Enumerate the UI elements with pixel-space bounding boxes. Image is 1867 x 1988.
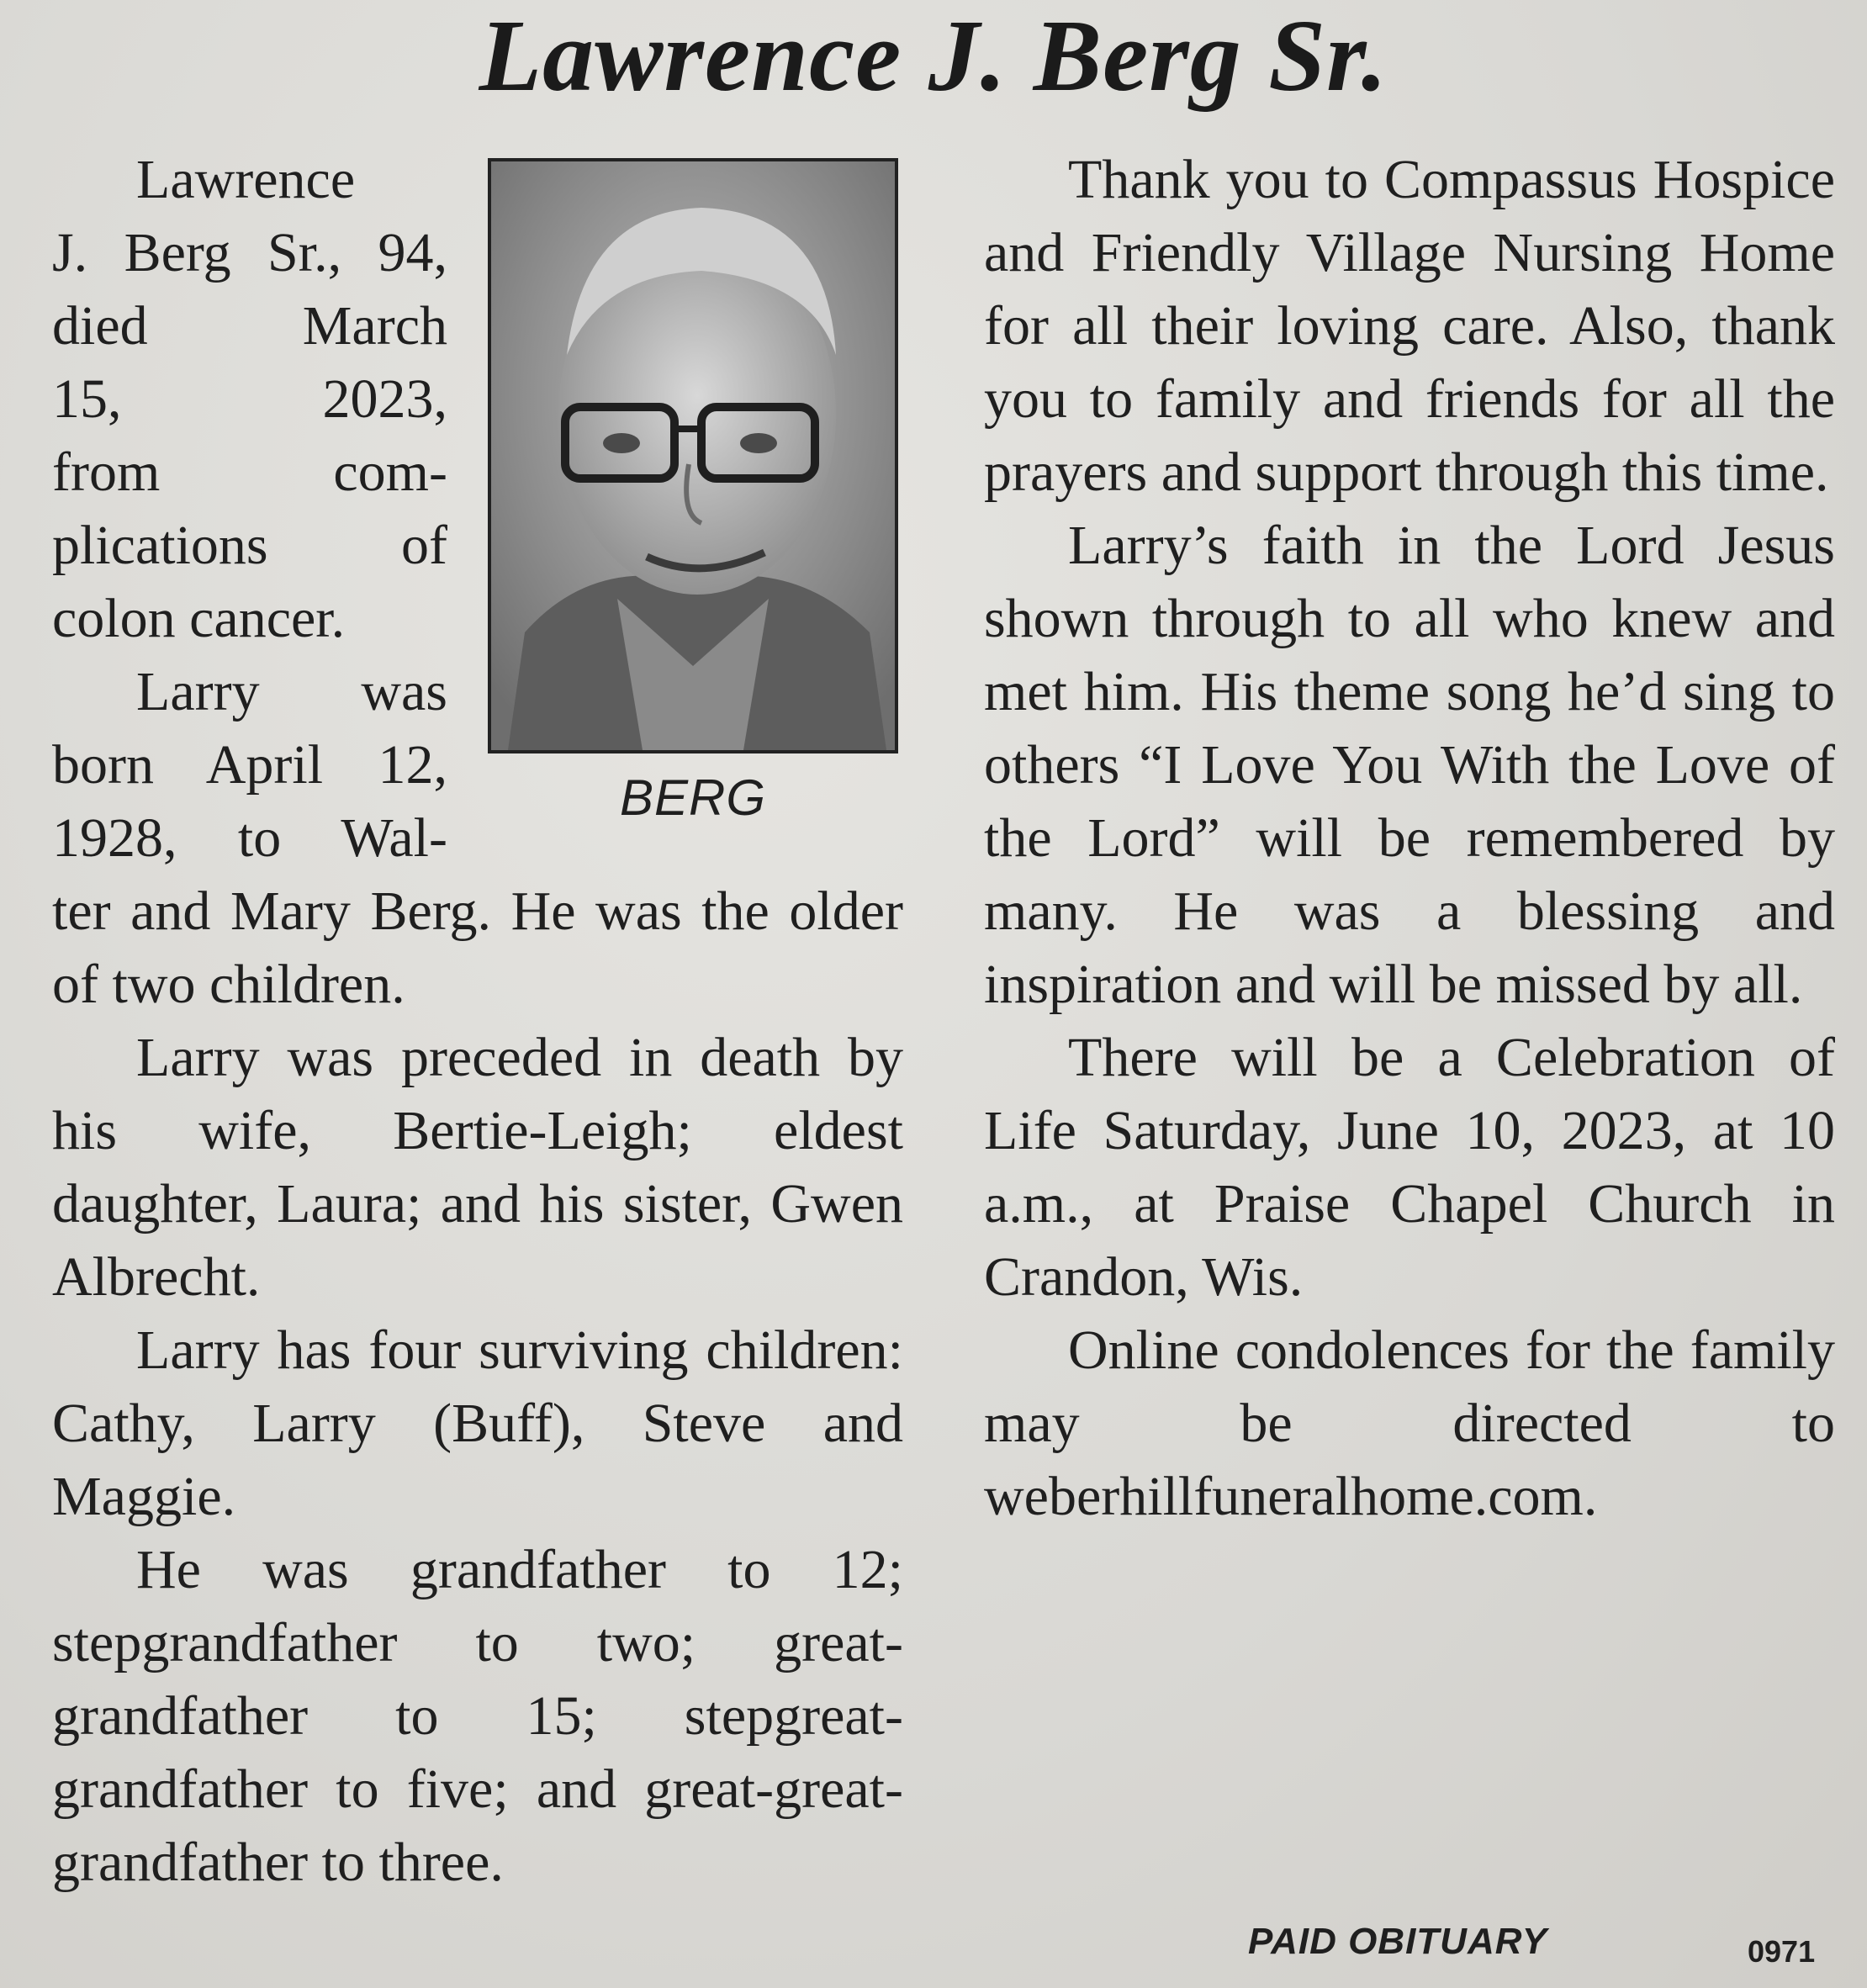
intro-line: 15, 2023, <box>52 368 447 430</box>
birth-paragraph-tail: ter and Mary Berg. He was the older of two children. <box>52 880 903 1015</box>
condolences-paragraph: Online condolences for the family may be directed to weberhillfuneralhome.com. <box>984 1319 1835 1527</box>
intro-line: J. Berg Sr., 94, <box>52 222 447 283</box>
left-column <box>52 143 903 1899</box>
birth-line: 1928, to Wal- <box>52 807 447 869</box>
intro-line: died March <box>52 295 447 357</box>
birth-line: Larry was <box>136 661 447 722</box>
photo-caption: BERG <box>619 769 767 826</box>
preceded-paragraph: Larry was preceded in death by his wife, Bertie-Leigh; eldest daughter, Laura; and his sister, Gwen Albrecht. <box>52 1027 903 1308</box>
thanks-paragraph: Thank you to Compassus Hospice and Friendly Village Nursing Home for all their loving care. Also, thank you to family and friends for all the prayers and support through this time. <box>984 149 1835 503</box>
right-column <box>984 143 1835 1533</box>
grandchildren-paragraph: He was grandfather to 12; stepgrandfather to two; great-grandfather to 15; stepgreat-grandfather to five; and great-great-grandfather to three. <box>52 1539 903 1893</box>
service-paragraph: There will be a Celebration of Life Saturday, June 10, 2023, at 10 a.m., at Praise Chapel Church in Crandon, Wis. <box>984 1027 1835 1308</box>
faith-paragraph: Larry’s faith in the Lord Jesus shown through to all who knew and met him. His theme song he’d sing to others “I Love You With the Love of the Lord” will be remembered by many. He was a blessing and inspiration and will be missed by all. <box>984 515 1835 1015</box>
intro-line: Lawrence <box>136 149 356 210</box>
ad-code: 0971 <box>1748 1934 1816 1969</box>
intro-paragraph <box>52 143 447 875</box>
intro-line: plications of <box>52 515 447 576</box>
intro-line: from com- <box>52 441 447 503</box>
obituary-title: Lawrence J. Berg Sr. <box>479 0 1388 113</box>
birth-line: born April 12, <box>52 734 447 796</box>
intro-line: colon cancer. <box>52 588 346 649</box>
paid-obituary-label: PAID OBITUARY <box>1248 1921 1548 1962</box>
survivors-paragraph: Larry has four surviving children: Cathy, Larry (Buff), Steve and Maggie. <box>52 1319 903 1527</box>
